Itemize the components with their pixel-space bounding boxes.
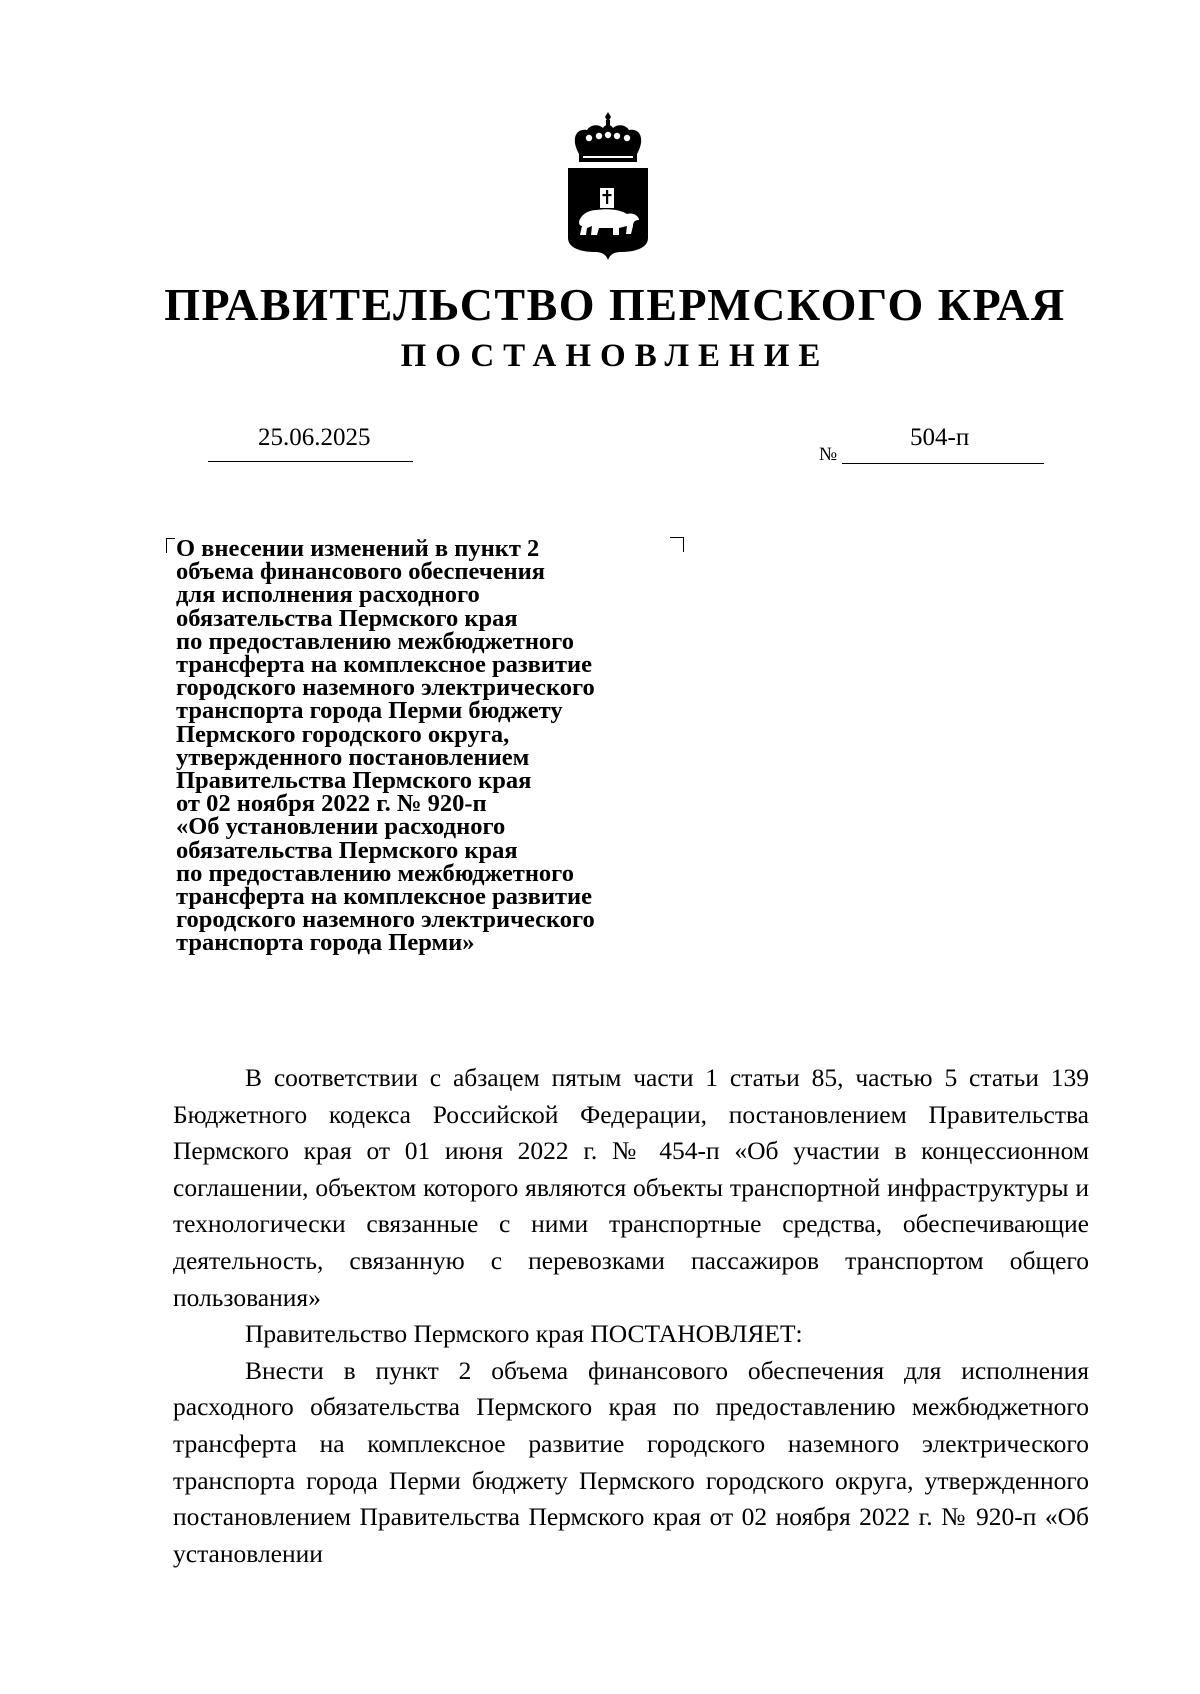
subject-line: транспорта города Перми» xyxy=(176,929,475,957)
subject-line: «Об установлении расходного xyxy=(176,813,506,841)
subject-line: городского наземного электрического xyxy=(176,674,595,702)
document-number: 504-п xyxy=(910,424,970,451)
body-paragraph-amendment: Внести в пункт 2 объема финансового обеспечения для исполнения расходного обязательства Пермского края по предоставлению межбюджетного трансферта на комплексное развитие городского наземного электрического транспорта города Перми бюджету Пермского городского округа, утвержденного постановлением Правительства Пермского края от 02 ноября 2022 г. № 920-п «Об установлении xyxy=(173,1355,1089,1568)
subject-line: транспорта города Перми бюджету xyxy=(176,697,563,725)
document-subject xyxy=(176,537,595,955)
body-paragraph-resolves: Правительство Пермского края ПОСТАНОВЛЯЕТ: xyxy=(245,1319,803,1349)
document-type: ПОСТАНОВЛЕНИЕ xyxy=(400,338,830,374)
body-paragraph-legal-basis: В соответствии с абзацем пятым части 1 статьи 85, частью 5 статьи 139 Бюджетного кодекса Российской Федерации, постановлением Правительства Пермского края от 01 июня 2022 г. № 454-п «Об участии в концессионном соглашении, объектом которого являются объекты транспортной инфраструктуры и технологически связанные с ними транспортные средства, обеспечивающие деятельность, связанную с перевозками пассажиров транспортом общего пользования» xyxy=(173,1063,1089,1312)
subject-line: по предоставлению межбюджетного xyxy=(176,859,574,887)
crown-icon xyxy=(575,112,641,162)
subject-line: обязательства Пермского края xyxy=(176,604,518,632)
subject-line: трансферта на комплексное развитие xyxy=(176,651,593,679)
cross-icon xyxy=(600,188,614,208)
subject-line: утвержденного постановлением xyxy=(176,743,530,771)
subject-corner-right xyxy=(670,537,684,552)
subject-line: от 02 ноября 2022 г. № 920-п xyxy=(176,790,487,818)
subject-line: по предоставлению межбюджетного xyxy=(176,627,574,655)
subject-line: О внесении изменений в пункт 2 xyxy=(176,535,540,562)
org-title: ПРАВИТЕЛЬСТВО ПЕРМСКОГО КРАЯ xyxy=(164,279,1066,330)
subject-line: Правительства Пермского края xyxy=(176,767,532,795)
date-underline xyxy=(208,461,413,462)
subject-line: городского наземного электрического xyxy=(176,906,595,934)
subject-corner-left xyxy=(166,538,175,553)
subject-line: трансферта на комплексное развитие xyxy=(176,883,593,911)
subject-line: для исполнения расходного xyxy=(176,581,480,609)
number-underline xyxy=(842,463,1044,464)
subject-line: объема финансового обеспечения xyxy=(176,558,545,586)
document-date: 25.06.2025 xyxy=(258,424,371,451)
number-sign: № xyxy=(819,444,838,465)
subject-line: Пермского городского округа, xyxy=(176,720,510,748)
document-body xyxy=(173,1060,1089,1572)
subject-line: обязательства Пермского края xyxy=(176,836,518,864)
coat-of-arms-icon xyxy=(565,110,651,260)
